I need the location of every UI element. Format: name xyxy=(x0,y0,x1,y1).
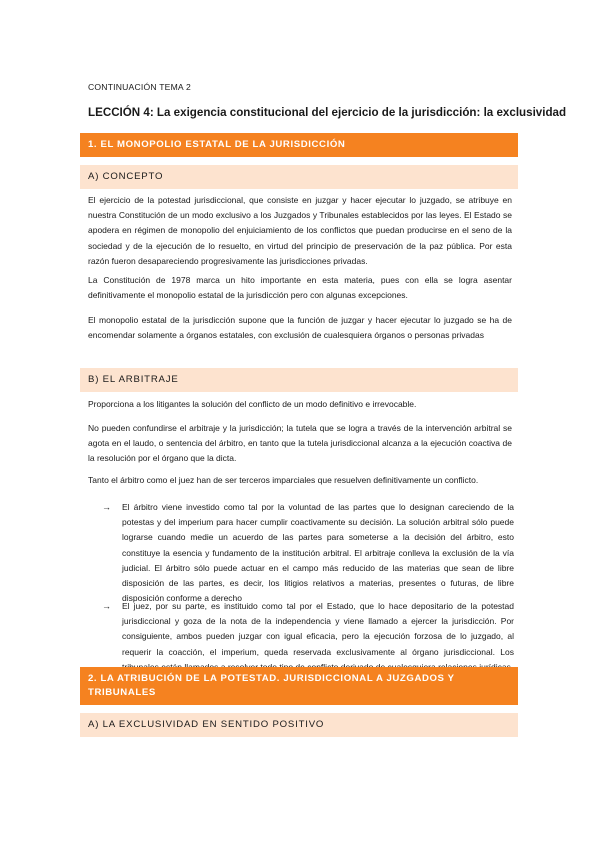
subsection-heading-exclusividad-positivo: A) LA EXCLUSIVIDAD EN SENTIDO POSITIVO xyxy=(80,713,518,737)
paragraph-concepto-3: El monopolio estatal de la jurisdicción supone que la función de juzgar y hacer ejecutar lo juzgado se ha de encomendar solamente a órganos estatales, con exclusión de cualesquiera órganos o personas privadas xyxy=(88,315,512,341)
paragraph-concepto-1: El ejercicio de la potestad jurisdiccional, que consiste en juzgar y hacer ejecutar lo juzgado, se atribuye en nuestra Constitución de un modo exclusivo a los Juzgados y Tribunales establecidos por las leyes. El Estado se apodera en régimen de monopolio del enjuiciamiento de los conflictos que puedan producirse en el seno de la sociedad y de la ejecución de lo resuelto, en virtud del principio de preservación de la paz pública. Por esta razón fueron desapareciendo progresivamente las jurisdicciones privadas. xyxy=(88,195,512,266)
section-heading-2: 2. LA ATRIBUCIÓN DE LA POTESTAD. JURISDICCIONAL A JUZGADOS Y TRIBUNALES xyxy=(80,667,518,705)
paragraph-arbitraje-1: Proporciona a los litigantes la solución del conflicto de un modo definitivo e irrevocable. xyxy=(88,399,417,409)
subsection-heading-arbitraje: B) EL ARBITRAJE xyxy=(80,368,518,392)
list-item-juez xyxy=(104,599,514,675)
list-item-arbitro-text: El árbitro viene investido como tal por la voluntad de las partes que lo designan careciendo de la potestas y del imperium para hacer cumplir coactivamente su decisión. La solución arbitral sólo puede lograrse cuando medie un acuerdo de las partes para someterse a la decisión del árbitro, esto constituye la esencia y fundamento de la institución arbitral. El arbitraje conlleva la exclusión de la vía judicial. El árbitro sólo puede actuar en el campo más reducido de las materias que sean de libre disposición de las partes, es decir, los litigios relativos a materias, presentes o futuras, de libre disposición conforme a derecho xyxy=(122,502,514,604)
list-item-arbitro xyxy=(104,500,514,606)
list-item-juez-text: El juez, por su parte, es instituido como tal por el Estado, que lo hace depositario de la potestad jurisdiccional y goza de la nota de la independencia y viene llamado a ejercer la jurisdicción. Por consiguiente, ambos pueden juzgar con igual eficacia, pero la ejecución forzosa de lo juzgado, al requerir la coacción, el imperium, queda reservada exclusivamente al órgano jurisdiccional. Los xyxy=(122,601,514,657)
document-kicker: CONTINUACIÓN TEMA 2 xyxy=(88,82,191,92)
section-heading-1: 1. EL MONOPOLIO ESTATAL DE LA JURISDICCIÓN xyxy=(80,133,518,157)
paragraph-arbitraje-3: Tanto el árbitro como el juez han de ser terceros imparciales que resuelven definitivamente un conflicto. xyxy=(88,475,479,485)
arrow-icon: → xyxy=(102,601,111,611)
paragraph-concepto-2: La Constitución de 1978 marca un hito importante en esta materia, pues con ella se logra asentar definitivamente el monopolio estatal de la jurisdicción pero con algunas excepciones. xyxy=(88,275,512,301)
subsection-heading-concepto: A) CONCEPTO xyxy=(80,165,518,189)
lesson-title: LECCIÓN 4: La exigencia constitucional del ejercicio de la jurisdicción: la exclusividad xyxy=(88,106,567,119)
paragraph-arbitraje-2: No pueden confundirse el arbitraje y la jurisdicción; la tutela que se logra a través de la intervención arbitral se agota en el laudo, o sentencia del árbitro, en tanto que la tutela jurisdiccional alcanza a la ejecución coactiva de la resolución por el órgano que la dicta. xyxy=(88,423,512,464)
arrow-icon: → xyxy=(102,502,111,512)
